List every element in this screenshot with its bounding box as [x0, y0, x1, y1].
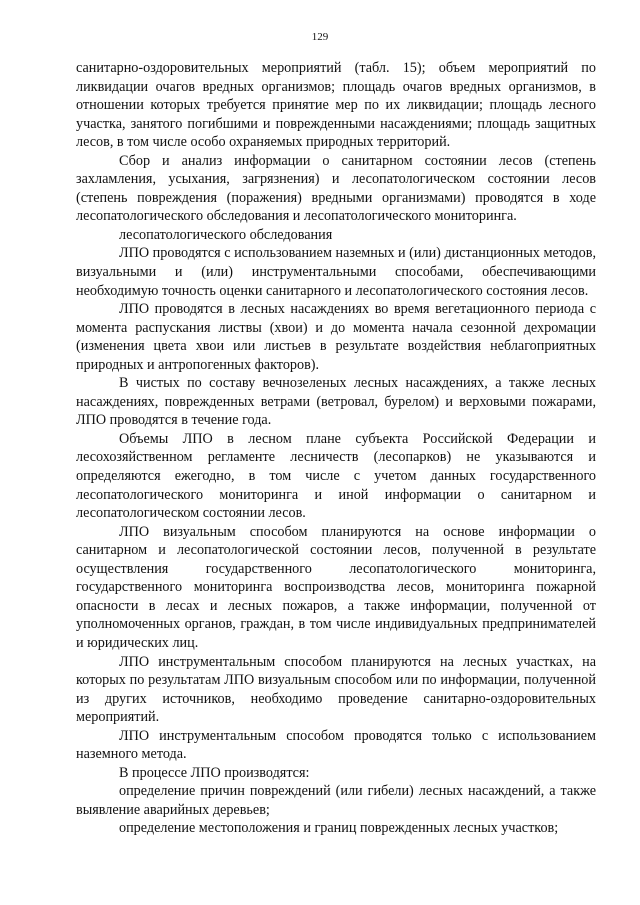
paragraph: В процессе ЛПО производятся:	[119, 764, 310, 781]
paragraph: Сбор и анализ информации о санитарном состоянии лесов (степень захламления, усыхания, загрязнения) и лесопатологическом состоянии лесов (степень повреждения (поражения) вредными организмами) проводятся в ходе лесопатологического обследования и лесопатологического мониторинга.	[76, 152, 596, 225]
page-number: 129	[311, 31, 329, 43]
paragraph: ЛПО инструментальным способом планируются на лесных участках, на которых по результатам ЛПО визуальным способом или по информации, полученной из других источников, необходимо проведение санитарно-оздоровительных мероприятий.	[76, 653, 596, 726]
paragraph: ЛПО визуальным способом планируются на основе информации о санитарном и лесопатологической состоянии лесов, полученной в результате осуществления государственного лесопатологического мониторинга, государственного мониторинга воспроизводства лесов, мониторинга пожарной опасности в лесах и лесных пожаров, а также информации, полученной от уполномоченных органов, граждан, в том числе индивидуальных предпринимателей и юридических лиц.	[76, 523, 596, 651]
paragraph: ЛПО проводятся в лесных насаждениях во время вегетационного периода с момента распускания листвы (хвои) и до момента начала сезонной дехромации (изменения цвета хвои или листьев в результате воздействия неблагоприятных природных и антропогенных факторов).	[76, 301, 596, 373]
paragraph: В чистых по составу вечнозеленых лесных насаждениях, а также лесных насаждениях, поврежденных ветрами (ветровал, бурелом) и верховыми пожарами, ЛПО проводятся в течение года.	[76, 375, 596, 429]
paragraph: ЛПО инструментальным способом проводятся только с использованием наземного метода.	[76, 727, 596, 763]
document-body	[76, 59, 596, 838]
paragraph: определение причин повреждений (или гибели) лесных насаждений, а также выявление аварийных деревьев;	[76, 783, 596, 818]
paragraph: ЛПО проводятся с использованием наземных и (или) дистанционных методов, визуальными и (или) инструментальными способами, обеспечивающими необходимую точность оценки санитарного и лесопатологического состояния лесов.	[76, 245, 596, 299]
paragraph: лесопатологического обследования	[119, 226, 333, 243]
paragraph: определение местоположения и границ поврежденных лесных участков;	[119, 820, 559, 837]
paragraph: санитарно-оздоровительных мероприятий (табл. 15); объем мероприятий по ликвидации очагов вредных организмов; площадь очагов вредных организмов, в отношении которых требуется принятие мер по их ликвидации; площадь лесного участка, занятого погибшими и поврежденными насаждениями; площадь защитных лесов, в том числе особо охраняемых природных территорий.	[76, 60, 596, 151]
paragraph: Объемы ЛПО в лесном плане субъекта Российской Федерации и лесохозяйственном регламенте лесничеств (лесопарков) не указываются и определяются ежегодно, в том числе с учетом данных государственного лесопатологического мониторинга и иной информации о санитарном и лесопатологическом состоянии лесов.	[76, 430, 596, 522]
